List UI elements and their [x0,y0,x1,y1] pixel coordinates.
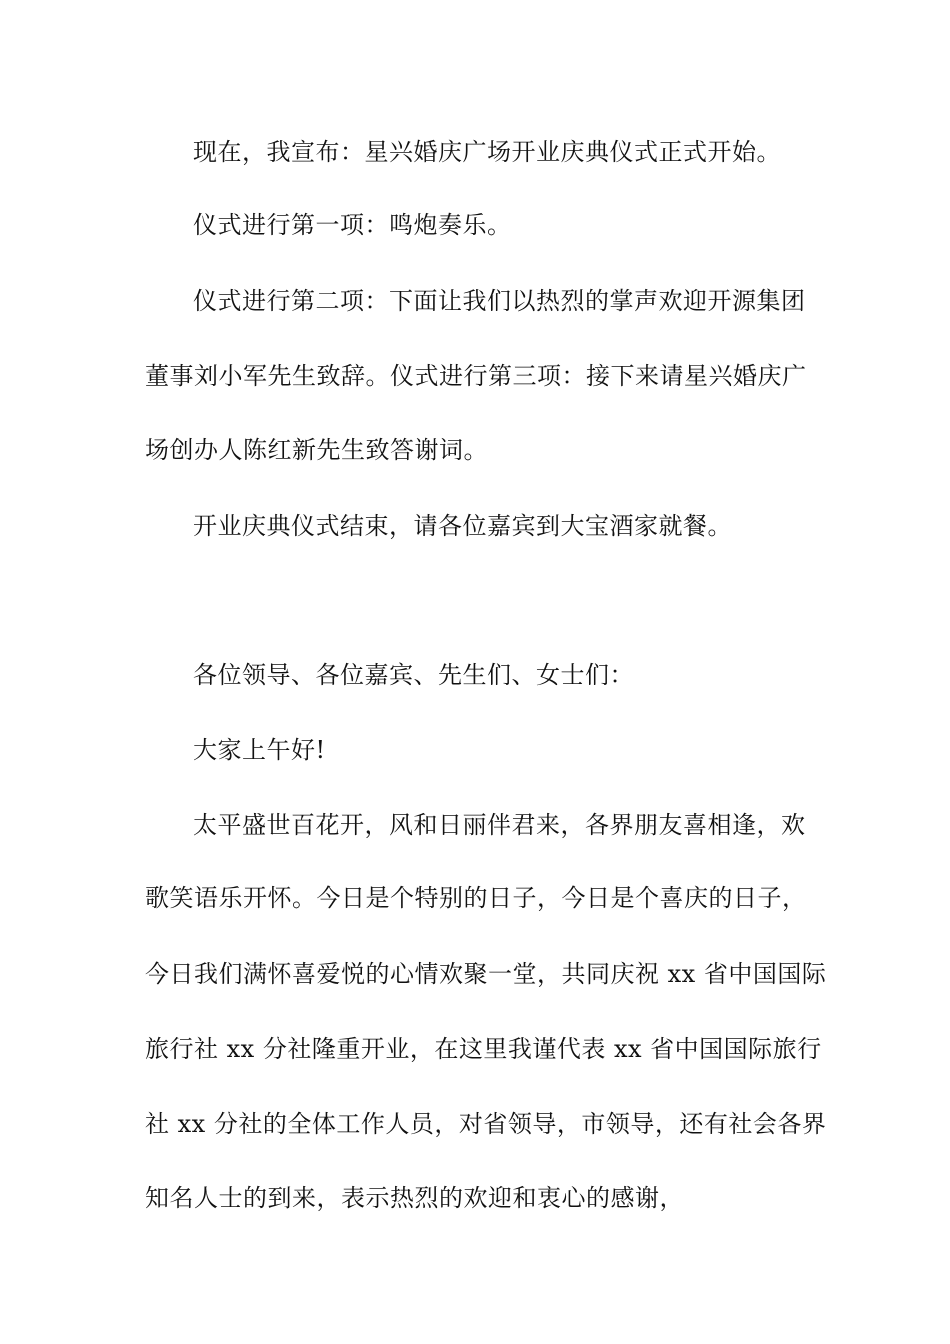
paragraph-line: 旅行社 xx 分社隆重开业，在这里我谨代表 xx 省中国国际旅行 [145,1035,822,1063]
paragraph-line: 场创办人陈红新先生致答谢词。 [145,436,488,464]
paragraph-line: 太平盛世百花开，风和日丽伴君来，各界朋友喜相逢，欢 [193,811,806,839]
paragraph-line: 仪式进行第二项：下面让我们以热烈的掌声欢迎开源集团 [193,287,806,315]
paragraph-line: 开业庆典仪式结束，请各位嘉宾到大宝酒家就餐。 [193,512,732,540]
paragraph-line: 董事刘小军先生致辞。仪式进行第三项：接下来请星兴婚庆广 [145,362,807,390]
paragraph-line: 大家上午好! [193,736,326,764]
paragraph-line: 现在，我宣布：星兴婚庆广场开业庆典仪式正式开始。 [193,138,781,166]
paragraph-line: 知名人士的到来，表示热烈的欢迎和衷心的感谢， [145,1184,684,1212]
paragraph-line: 社 xx 分社的全体工作人员，对省领导，市领导，还有社会各界 [145,1110,827,1138]
paragraph-line: 今日我们满怀喜爱悦的心情欢聚一堂，共同庆祝 xx 省中国国际 [145,960,827,988]
paragraph-line: 歌笑语乐开怀。今日是个特别的日子，今日是个喜庆的日子， [145,884,807,912]
paragraph-line: 各位领导、各位嘉宾、先生们、女士们： [193,661,634,689]
paragraph-line: 仪式进行第一项：鸣炮奏乐。 [193,211,512,239]
